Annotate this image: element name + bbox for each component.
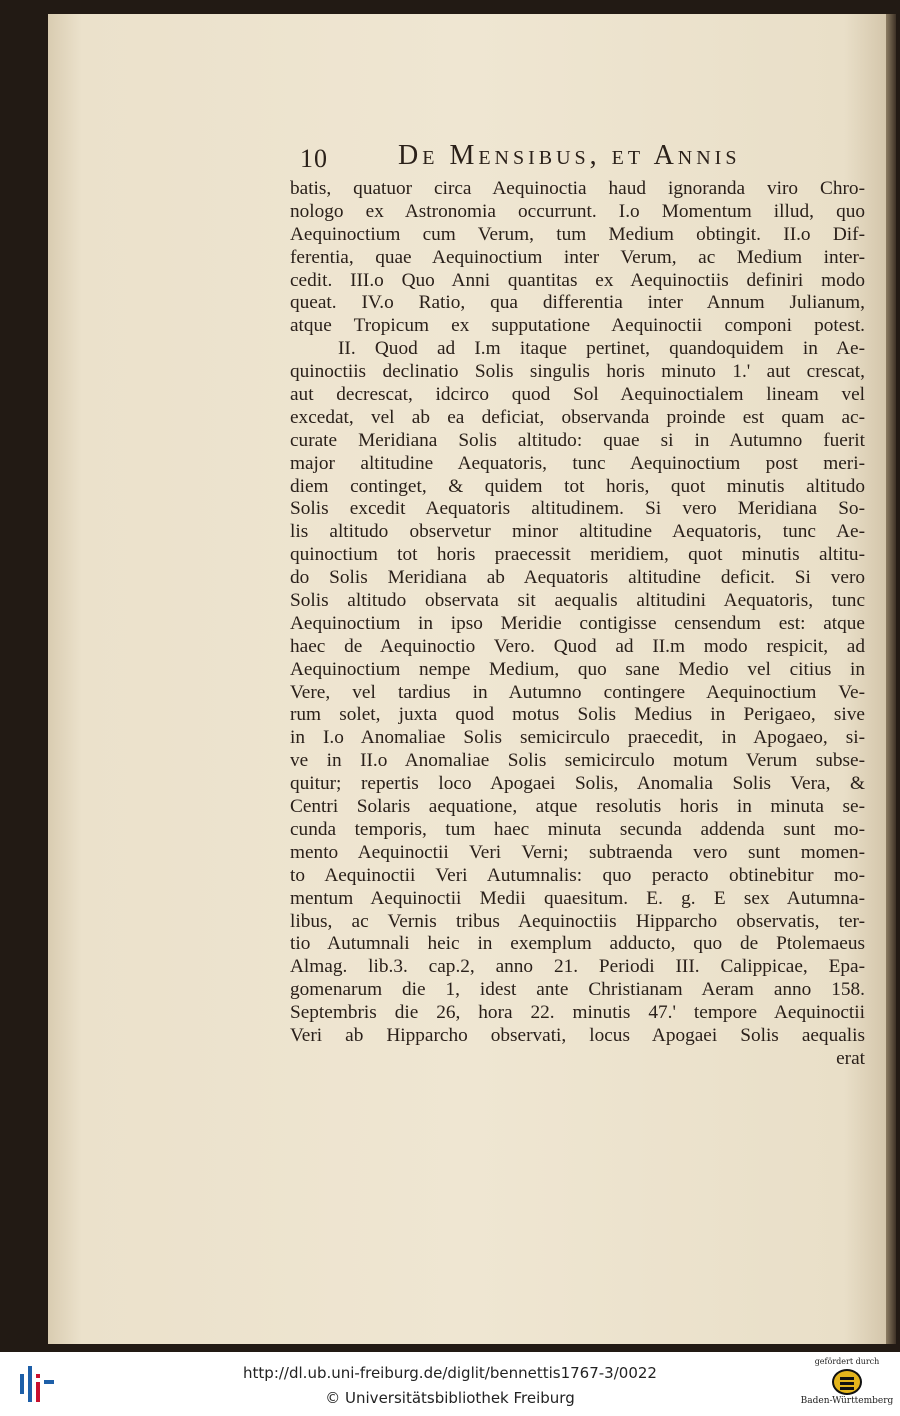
page-number: 10	[300, 144, 328, 173]
text-line: excedat, vel ab ea deficiat, observanda proinde est quam ac-	[290, 406, 865, 428]
text-line: atque Tropicum ex supputatione Aequinoctii componi potest.	[290, 315, 865, 337]
text-line: Almag. lib.3. cap.2, anno 21. Periodi III. Calippicae, Epa-	[290, 956, 865, 978]
text-line: libus, ac Vernis tribus Aequinoctiis Hipparcho observatis, ter-	[290, 910, 865, 932]
text-line: in I.o Anomaliae Solis semicirculo praecedit, in Apogaeo, si-	[290, 727, 865, 749]
text-line: Vere, vel tardius in Autumno contingere Aequinoctium Ve-	[290, 681, 865, 703]
text-line: queat. IV.o Ratio, qua differentia inter Annum Julianum,	[290, 292, 865, 314]
text-line: Solis altitudo observata sit aequalis altitudini Aequatoris, tunc	[290, 590, 865, 612]
text-line: batis, quatuor circa Aequinoctia haud ignoranda viro Chro-	[290, 178, 865, 199]
text-line: to Aequinoctii Veri Autumnalis: quo peracto obtinebitur mo-	[290, 864, 865, 886]
text-line: mentum Aequinoctii Medii quaesitum. E. g. E sex Autumna-	[290, 887, 865, 909]
text-line: Aequinoctium in ipso Meridie contigisse censendum est: atque	[290, 612, 865, 634]
text-line: Centri Solaris aequatione, atque resolutis horis in minuta se-	[290, 796, 865, 818]
text-line: gomenarum die 1, idest ante Christianam Aeram anno 158.	[290, 979, 865, 1001]
text-line: lis altitudo observetur minor altitudine Aequatoris, tunc Ae-	[290, 521, 865, 543]
text-line: ferentia, quae Aequinoctium inter Verum, ac Medium inter-	[290, 246, 865, 268]
text-line: do Solis Meridiana ab Aequatoris altitudine deficit. Si vero	[290, 567, 865, 589]
sponsor-badge	[798, 1357, 896, 1415]
running-head	[300, 140, 870, 180]
paragraph-start-line: II. Quod ad I.m itaque pertinet, quandoquidem in Ae-	[338, 338, 865, 360]
sponsor-name: Baden-Württemberg	[800, 1396, 894, 1406]
text-line: tio Autumnali heic in exemplum adducto, quo de Ptolemaeus	[290, 933, 865, 955]
text-line: mento Aequinoctii Veri Verni; subtraenda vero sunt momen-	[290, 841, 865, 863]
text-line: curate Meridiana Solis altitudo: quae si in Autumno fuerit	[290, 429, 865, 451]
text-line: haec de Aequinoctio Vero. Quod ad II.m modo respicit, ad	[290, 635, 865, 657]
coat-of-arms-icon	[832, 1369, 862, 1395]
text-line: aut decrescat, idcirco quod Sol Aequinoctialem lineam vel	[290, 384, 865, 406]
text-line: quinoctium tot horis praecessit meridiem, quot minutis altitu-	[290, 544, 865, 566]
text-line: Septembris die 26, hora 22. minutis 47.' tempore Aequinoctii	[290, 1002, 865, 1024]
text-line: cedit. III.o Quo Anni quantitas ex Aequinoctiis definiri modo	[290, 269, 865, 291]
viewer-footer	[0, 1352, 900, 1416]
text-line: Solis excedit Aequatoris altitudinem. Si vero Meridiana So-	[290, 498, 865, 520]
text-line: major altitudine Aequatoris, tunc Aequinoctium post meri-	[290, 452, 865, 474]
copyright-notice: © Universitätsbibliothek Freiburg	[325, 1389, 575, 1407]
text-line: Aequinoctium nempe Medium, quo sane Medio vel citius in	[290, 658, 865, 680]
text-line: rum solet, juxta quod motus Solis Medius in Perigaeo, sive	[290, 704, 865, 726]
text-line: diem continget, & quidem tot horis, quot minutis altitudo	[290, 475, 865, 497]
text-line: cunda temporis, tum haec minuta secunda addenda sunt mo-	[290, 818, 865, 840]
sponsor-label: gefördert durch	[814, 1357, 880, 1366]
text-line: quitur; repertis loco Apogaei Solis, Anomalia Solis Vera, &	[290, 773, 865, 795]
page-edge	[886, 14, 896, 1344]
catchword: erat	[836, 1047, 865, 1069]
body-text	[290, 178, 865, 1071]
text-line: nologo ex Astronomia occurrunt. I.o Momentum illud, quo	[290, 200, 865, 222]
text-line: Veri ab Hipparcho observati, locus Apogaei Solis aequalis	[290, 1024, 865, 1046]
text-line: Aequinoctium cum Verum, tum Medium obtingit. II.o Dif-	[290, 223, 865, 245]
text-line: ve in II.o Anomaliae Solis semicirculo motum Verum subse-	[290, 750, 865, 772]
text-line: quinoctiis declinatio Solis singulis horis minuto 1.' aut crescat,	[290, 361, 865, 383]
permalink-url[interactable]: http://dl.ub.uni-freiburg.de/diglit/bennettis1767-3/0022	[243, 1364, 657, 1382]
running-title: De Mensibus, et Annis	[398, 140, 741, 171]
